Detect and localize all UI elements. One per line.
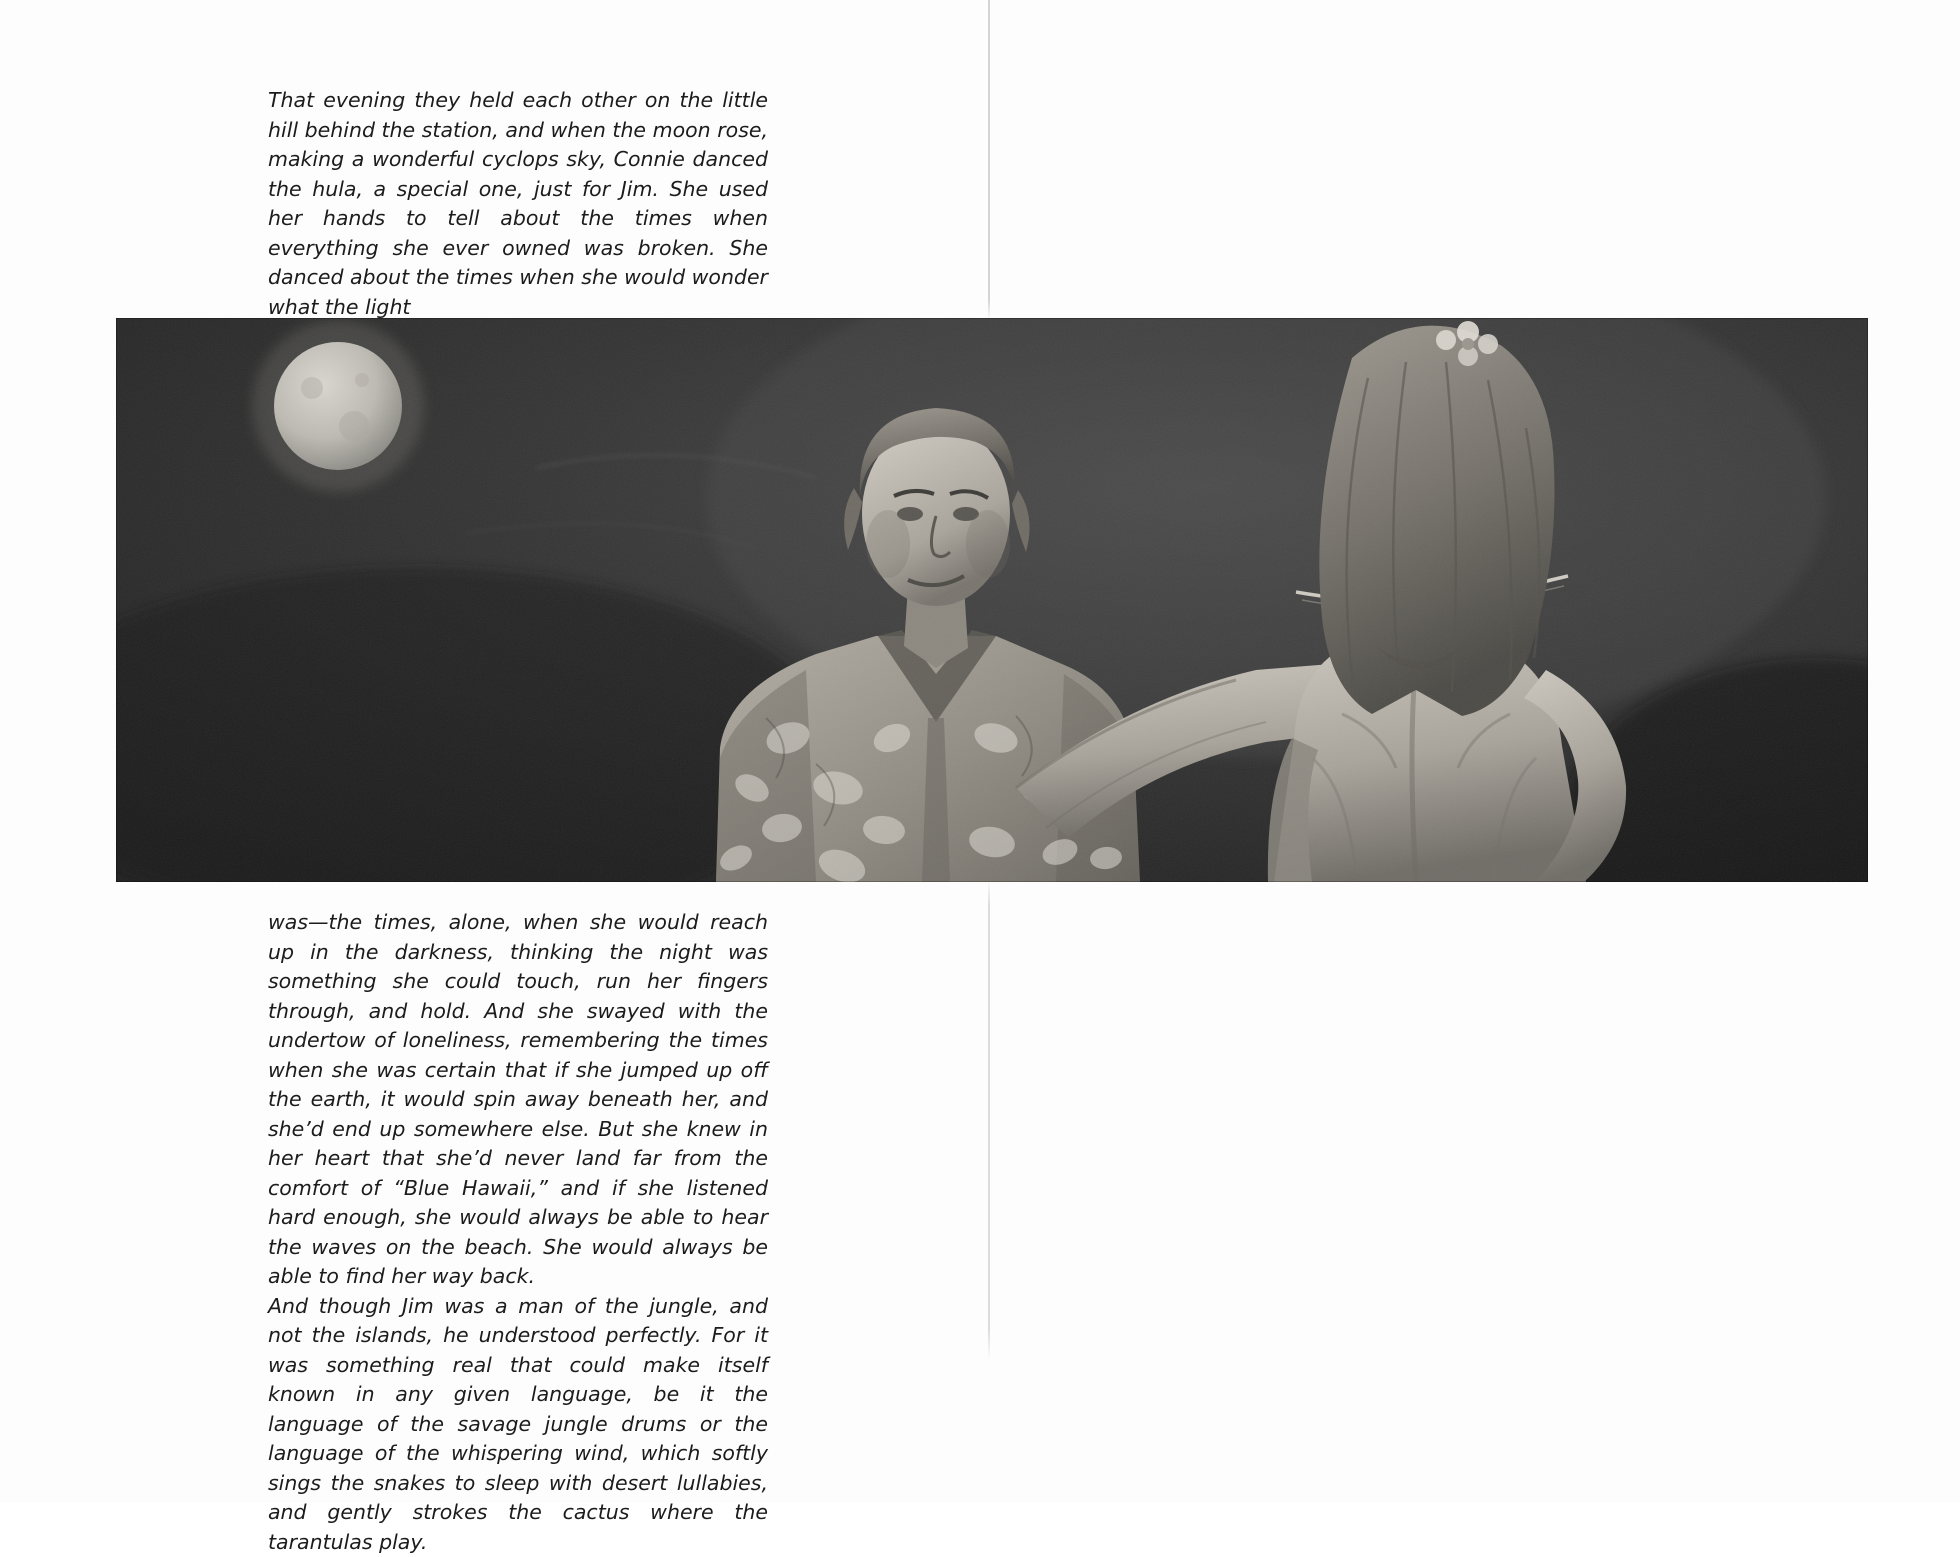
- bottom-text-column: [268, 908, 768, 1557]
- illustration-figure: [116, 318, 1868, 882]
- paragraph-top: That evening they held each other on the little hill behind the station, and when the moon rose, making a wonderful cyclops sky, Connie danced the hula, a special one, just for Jim. She used her hands to tell about the times when everything she ever owned was broken. She danced about the times when she would wonder what the light: [268, 86, 768, 322]
- top-text-column: [268, 86, 768, 322]
- paragraph-bottom-1: was—the times, alone, when she would reach up in the darkness, thinking the night was something she could touch, run her fingers through, and hold. And she swayed with the undertow of loneliness, remembering the times when she was certain that if she jumped up off the earth, it would spin away beneath her, and she’d end up somewhere else. But she knew in her heart that she’d never land far from the comfort of “Blue Hawaii,” and if she listened hard enough, she would always be able to hear the waves on the beach. She would always be able to find her way back.: [268, 908, 768, 1292]
- illustration-drawing: [116, 318, 1868, 882]
- paragraph-bottom-2: And though Jim was a man of the jungle, and not the islands, he understood perfectly. For it was something real that could make itself known in any given language, be it the language of the savage jungle drums or the language of the whispering wind, which softly sings the snakes to sleep with desert lullabies, and gently strokes the cactus where the tarantulas play.: [268, 1292, 768, 1557]
